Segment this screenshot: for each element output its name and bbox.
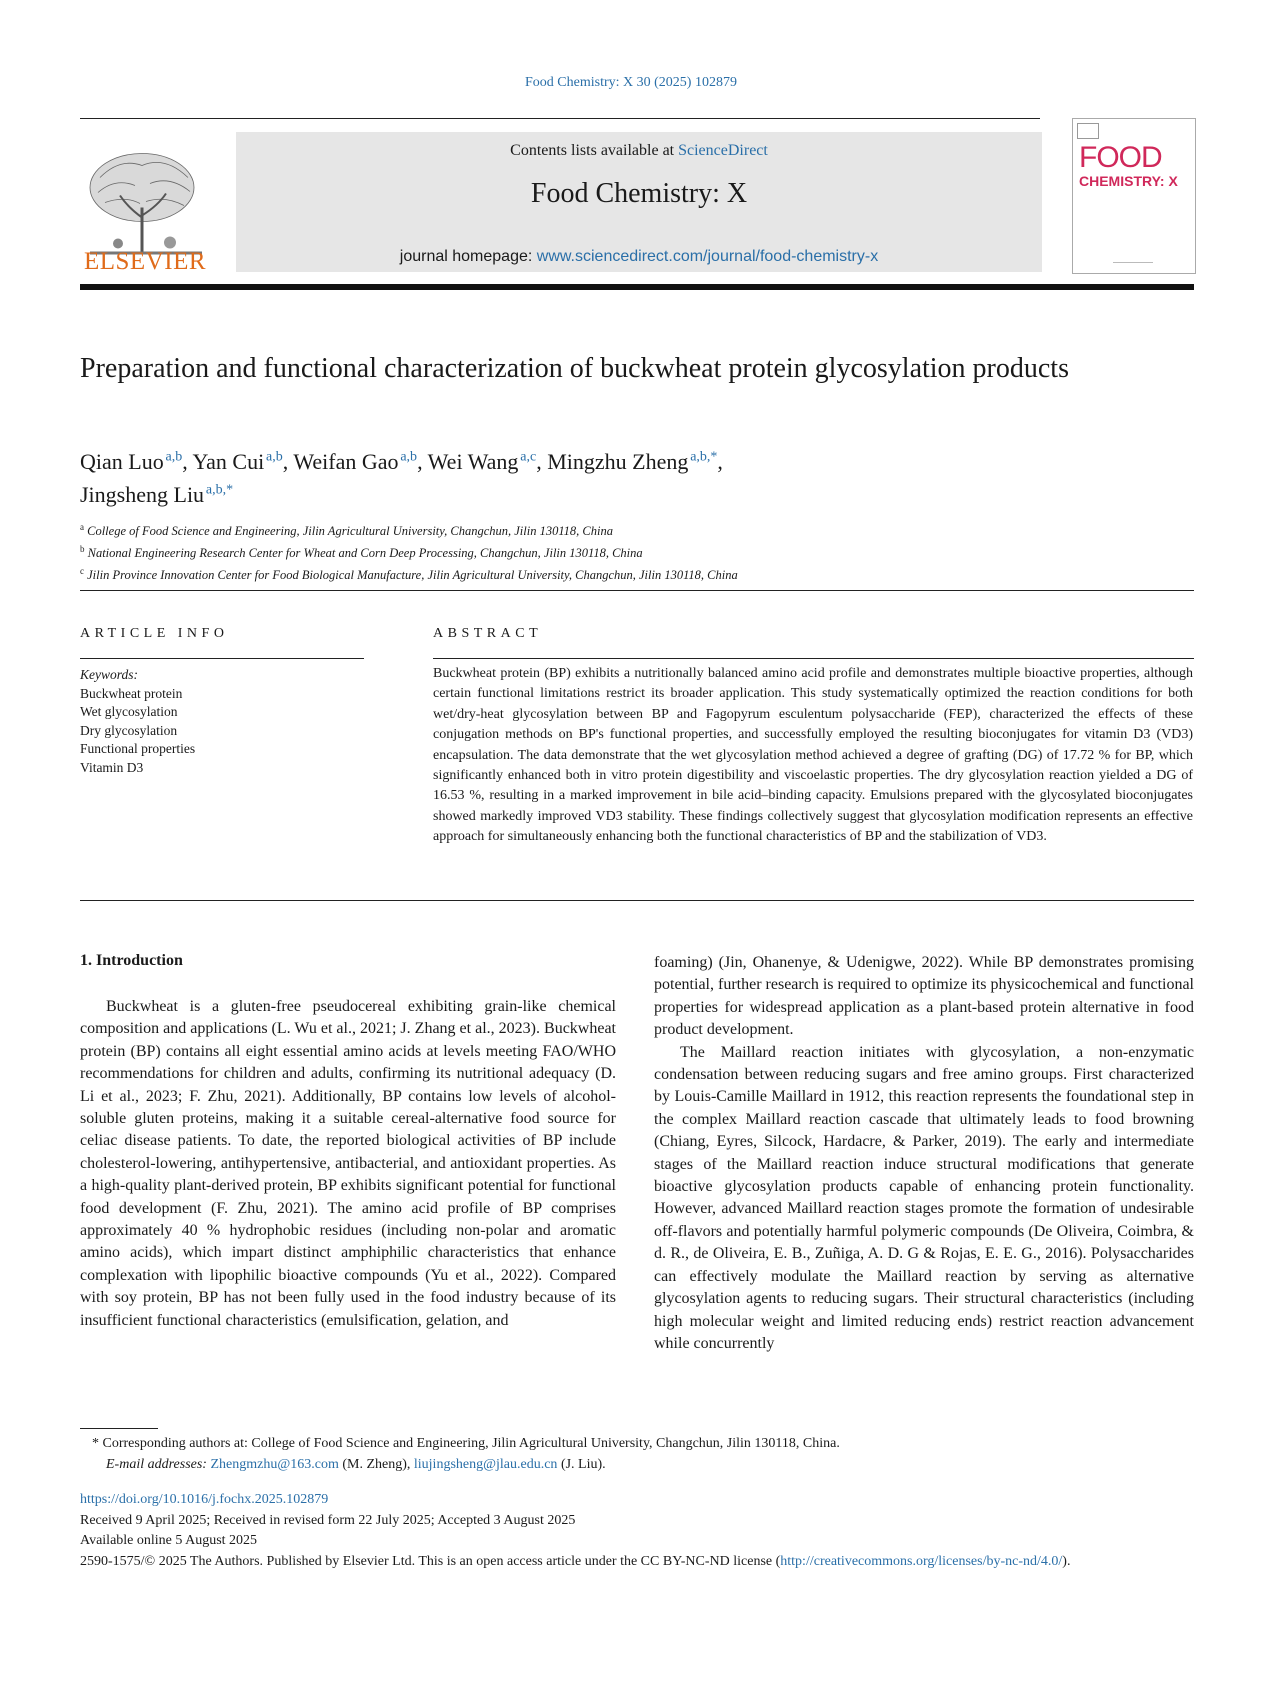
journal-header-box <box>236 132 1042 272</box>
author-affil-sup[interactable]: a,b,* <box>205 482 234 498</box>
author-sep: , <box>182 449 193 475</box>
email-link[interactable]: Zhengmzhu@163.com <box>210 1456 339 1472</box>
author-affil-sup[interactable]: a,b <box>266 450 283 465</box>
cover-logo-mark <box>1077 123 1099 139</box>
footnote-rule <box>80 1428 158 1429</box>
email-owner: (J. Liu). <box>557 1456 606 1472</box>
author-affil-sup[interactable]: a,c <box>520 450 537 465</box>
right-column <box>654 952 1194 1355</box>
divider-rule <box>80 590 1194 591</box>
author-affil-sup[interactable]: a,b <box>400 450 418 465</box>
keyword: Functional properties <box>80 741 196 756</box>
author-sep: , <box>417 449 428 475</box>
paragraph: The Maillard reaction initiates with glycosylation, a non-enzymatic condensation between reducing sugars and free amino groups. First characterized by Louis-Camille Maillard in 1912, this reaction represents the foundational step in the complex Maillard reaction cascade that ultimately leads to food browning (Chiang, Eyres, Silcock, Hardacre, & Parker, 2019). The early and intermediate stages of the Maillard reaction induce structural modifications that generate bioactive glycosylation products capable of enhancing protein functionality. However, advanced Maillard reaction stages promote the formation of undesirable off-flavors and potentially harmful polymeric compounds (De Oliveira, Coimbra, & d. R., de Oliveira, E. B., Zuñiga, A. D. G & Rojas, E. E. G., 2016). Polysaccharides can effectively modulate the Maillard reaction by serving as alternative glycosylation agents to reducing sugars. Their structural characteristics (including high molecular weight and limited reducing ends) restrict reaction advancement while concurrently <box>654 1043 1194 1352</box>
cover-chemistry-title: CHEMISTRY: X <box>1079 173 1178 189</box>
license-link[interactable]: http://creativecommons.org/licenses/by-nc-nd/4.0/ <box>780 1553 1063 1569</box>
bibliographic-info <box>80 1490 1194 1572</box>
journal-reference[interactable]: Food Chemistry: X 30 (2025) 102879 <box>525 75 737 90</box>
author-list <box>80 444 1180 509</box>
article-title: Preparation and functional characterization of buckwheat protein glycosylation products <box>80 353 1069 384</box>
author-name: Wei Wang <box>427 449 519 475</box>
keyword: Vitamin D3 <box>80 759 144 775</box>
author[interactable] <box>293 449 427 474</box>
affiliation <box>80 518 1180 540</box>
author-name: Yan Cui <box>192 449 265 475</box>
author-sep: , <box>282 449 294 475</box>
affiliation-mark: a <box>80 522 84 532</box>
affiliation-mark: b <box>80 544 85 555</box>
email-label: E-mail addresses: <box>106 1456 207 1472</box>
received-dates: Received 9 April 2025; Received in revised form 22 July 2025; Accepted 3 August 2025 <box>80 1512 576 1528</box>
doi-link[interactable]: https://doi.org/10.1016/j.fochx.2025.102879 <box>80 1492 329 1507</box>
author-affil-sup[interactable]: a,b <box>165 450 183 465</box>
affiliation <box>80 540 1180 562</box>
author-affil-sup[interactable]: a,b,* <box>690 450 718 465</box>
keywords-block <box>80 666 360 777</box>
author[interactable] <box>192 449 293 474</box>
cover-line <box>1113 262 1153 263</box>
journal-name: Food Chemistry: X <box>530 178 748 209</box>
abstract-text: Buckwheat protein (BP) exhibits a nutritionally balanced amino acid profile and demonstrates multiple bioactive properties, although certain functional limitations restrict its broader application. This study systematically optimized the reaction conditions for both wet/dry-heat glycosylation between BP and Fagopyrum esculentum polysaccharide (FEP), characterized the effects of these conjugation methods on BP's functional properties, and successfully employed the resulting bioconjugates for vitamin D3 (VD3) encapsulation. The data demonstrate that the wet glycosylation method achieved a degree of grafting (DG) of 17.72 % for BP, which significantly enhanced both in vitro protein digestibility and viscoelastic properties. The dry glycosylation reaction yielded a DG of 16.53 %, resulting in a marked improvement in bile acid–binding capacity. Emulsions prepared with the glycosylated bioconjugates showed markedly improved VD3 stability. These findings collectively suggest that glycosylation modification represents an effective approach for simultaneously enhancing both the functional characteristics of BP and the stabilization of VD3. <box>433 666 1193 845</box>
author-name: Jingsheng Liu <box>80 481 205 507</box>
homepage-link[interactable]: www.sciencedirect.com/journal/food-chemistry-x <box>536 248 879 265</box>
homepage-line <box>236 248 1042 266</box>
author-name: Weifan Gao <box>293 449 399 475</box>
abstract-heading: ABSTRACT <box>433 626 543 641</box>
affiliation <box>80 562 1180 584</box>
license-line <box>80 1552 1194 1573</box>
homepage-prefix: journal homepage: <box>399 248 537 265</box>
author[interactable] <box>80 482 233 507</box>
journal-cover-thumbnail[interactable] <box>1072 118 1196 274</box>
email-owner: (M. Zheng), <box>338 1456 414 1472</box>
corresponding-footnote <box>80 1434 1194 1475</box>
affiliation-text: Jilin Province Innovation Center for Food Biological Manufacture, Jilin Agricultural University, Changchun, Jilin 130118, China <box>87 568 738 583</box>
left-column <box>80 996 616 1332</box>
paragraph: foaming) (Jin, Ohanenye, & Udenigwe, 2022). While BP demonstrates promising potential, further research is required to optimize its physicochemical and functional properties for widespread application as a plant-based protein alternative in food product development. <box>654 954 1194 1039</box>
email-link[interactable]: liujingsheng@jlau.edu.cn <box>413 1456 558 1472</box>
divider-rule <box>80 900 1194 901</box>
affiliations <box>80 518 1180 584</box>
top-rule <box>80 118 1040 119</box>
author[interactable] <box>547 449 723 474</box>
affiliation-text: National Engineering Research Center for Wheat and Corn Deep Processing, Changchun, Jilin 130118, China <box>87 546 643 561</box>
article-info-heading: ARTICLE INFO <box>80 626 229 641</box>
abstract-rule <box>433 658 1194 659</box>
keyword: Wet glycosylation <box>80 704 178 719</box>
author[interactable] <box>80 449 192 474</box>
author[interactable] <box>428 449 548 474</box>
header-thick-rule <box>80 284 1194 290</box>
paragraph: Buckwheat is a gluten-free pseudocereal exhibiting grain-like chemical composition and applications (L. Wu et al., 2021; J. Zhang et al., 2023). Buckwheat protein (BP) contains all eight essential amino acids at levels meeting FAO/WHO recommendations for children and adults, confirming its nutritional adequacy (D. Li et al., 2023; F. Zhu, 2021). Additionally, BP contains low levels of alcohol-soluble gluten proteins, making it a suitable cereal-alternative food source for celiac disease patients. To date, the reported biological activities of BP include cholesterol-lowering, antihypertensive, antibacterial, and antioxidant properties. As a high-quality plant-derived protein, BP exhibits significant potential for functional food development (F. Zhu, 2021). The amino acid profile of BP comprises approximately 40 % hydrophobic residues (including non-polar and aromatic amino acids), which impart distinct amphiphilic characteristics that enhance complexation with lipophilic bioactive compounds (Yu et al., 2022). Compared with soy protein, BP has not been fully used in the food industry because of its insufficient functional characteristics (emulsification, gelation, and <box>80 998 616 1329</box>
author-sep: , <box>717 449 723 475</box>
affiliation-mark: c <box>80 566 84 577</box>
cover-food-title: FOOD <box>1079 141 1162 174</box>
license-suffix: ). <box>1062 1553 1071 1569</box>
sciencedirect-link[interactable]: ScienceDirect <box>678 142 768 159</box>
available-online: Available online 5 August 2025 <box>80 1533 258 1548</box>
author-name: Qian Luo <box>80 449 164 475</box>
keywords-label: Keywords: <box>80 667 138 682</box>
corresponding-author: * Corresponding authors at: College of Food Science and Engineering, Jilin Agricultural University, Changchun, Jilin 130118, China. <box>92 1436 840 1451</box>
author-name: Mingzhu Zheng <box>547 449 689 475</box>
elsevier-wordmark: ELSEVIER <box>83 248 207 275</box>
license-text: 2590-1575/© 2025 The Authors. Published by Elsevier Ltd. This is an open access article under the CC BY-NC-ND license ( <box>80 1553 781 1569</box>
section-heading: 1. Introduction <box>80 952 183 969</box>
keyword: Buckwheat protein <box>80 685 183 701</box>
keyword: Dry glycosylation <box>80 722 178 738</box>
article-info-rule <box>80 658 364 659</box>
affiliation-text: College of Food Science and Engineering, Jilin Agricultural University, Changchun, Jilin 130118, China <box>87 524 613 539</box>
author-sep: , <box>536 449 548 475</box>
contents-prefix: Contents lists available at <box>510 142 679 159</box>
contents-line <box>236 142 1042 160</box>
email-line <box>80 1455 1194 1476</box>
